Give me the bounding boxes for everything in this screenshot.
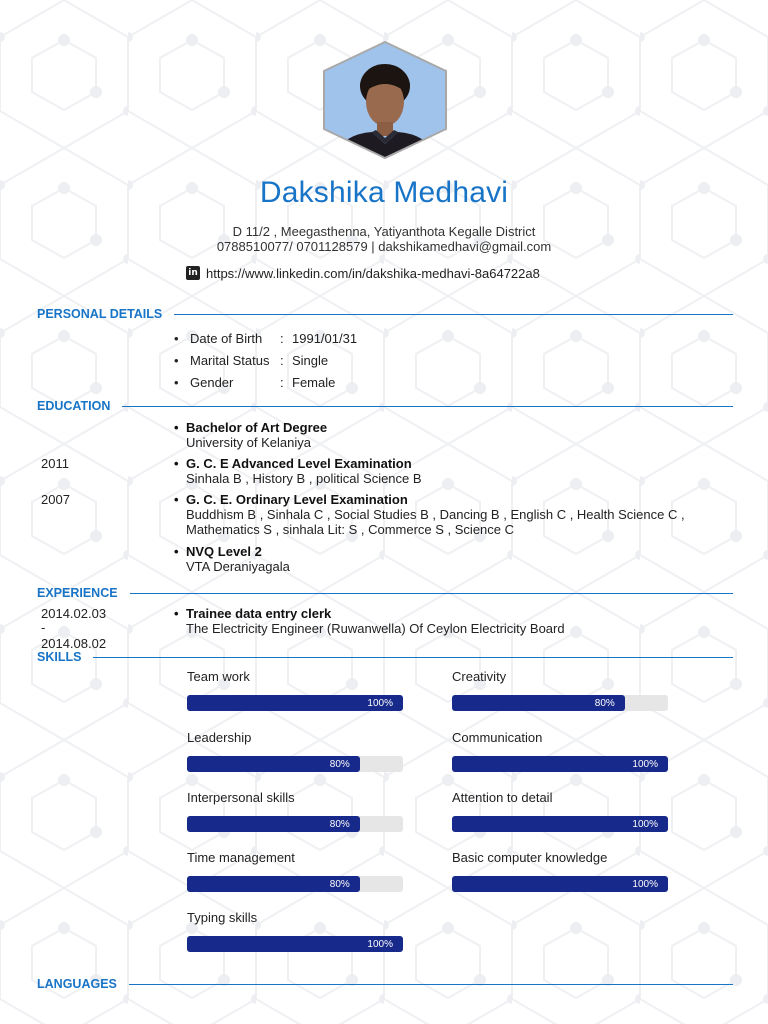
skill-basic-computer: Basic computer knowledge 100%	[452, 850, 670, 892]
skill-bar-track	[187, 816, 403, 832]
skill-bar-track	[187, 695, 403, 711]
education-heading	[37, 398, 733, 414]
linkedin-icon: in	[186, 266, 200, 280]
section-divider	[174, 314, 733, 315]
skill-bar-fill: 80%	[187, 816, 360, 832]
skill-attention-to-detail: Attention to detail 100%	[452, 790, 670, 832]
section-title: PERSONAL DETAILS	[37, 307, 163, 321]
experience-date-from: 2014.02.03	[41, 606, 107, 621]
skill-interpersonal: Interpersonal skills 80%	[187, 790, 405, 832]
section-title: LANGUAGES	[37, 977, 117, 991]
candidate-name: Dakshika Medhavi	[259, 176, 509, 209]
education-entry: • G. C. E Advanced Level Examination Sinhala B , History B , political Science B	[174, 456, 422, 486]
experience-date-to: 2014.08.02	[41, 636, 107, 651]
education-entry: • NVQ Level 2 VTA Deraniyagala	[174, 544, 290, 574]
profile-photo	[320, 40, 450, 160]
list-item: • Marital Status : Single	[174, 352, 329, 368]
experience-entry: • Trainee data entry clerk The Electricity Engineer (Ruwanwella) Of Ceylon Electricity Board	[174, 606, 565, 636]
experience-date-separator: -	[41, 620, 46, 635]
skill-bar-fill: 100%	[187, 695, 403, 711]
experience-heading	[37, 585, 733, 601]
skills-heading	[37, 649, 733, 665]
education-year: 2007	[41, 492, 70, 507]
section-title: EDUCATION	[37, 399, 111, 413]
list-item: • Gender : Female	[174, 374, 336, 390]
skill-bar-track	[452, 816, 668, 832]
skill-typing: Typing skills 100%	[187, 910, 405, 952]
skill-bar-fill: 80%	[187, 756, 360, 772]
address-text: D 11/2 , Meegasthenna, Yatiyanthota Kegalle District	[232, 224, 536, 239]
section-title: EXPERIENCE	[37, 586, 118, 600]
skill-bar-fill: 80%	[187, 876, 360, 892]
skill-bar-fill: 100%	[452, 816, 668, 832]
skill-creativity: Creativity 80%	[452, 669, 670, 711]
skill-bar-fill: 100%	[452, 876, 668, 892]
section-divider	[93, 657, 733, 658]
skill-bar-fill: 80%	[452, 695, 625, 711]
skill-team-work: Team work 100%	[187, 669, 405, 711]
skill-communication: Communication 100%	[452, 730, 670, 772]
list-item: • Date of Birth : 1991/01/31	[174, 330, 358, 346]
linkedin-url[interactable]: https://www.linkedin.com/in/dakshika-medhavi-8a64722a8	[206, 265, 540, 281]
personal-details-list	[174, 327, 357, 393]
section-divider	[129, 984, 733, 985]
skill-bar-fill: 100%	[452, 756, 668, 772]
education-entry: • G. C. E. Ordinary Level Examination Buddhism B , Sinhala C , Social Studies B , Dancing B , English C , Health Science C , Mathematics S , sinhala Lit: S , Commerce S , Science C	[174, 492, 685, 537]
phone-email-text: 0788510077/ 0701128579 | dakshikamedhavi@gmail.com	[216, 239, 552, 254]
skill-bar-track	[187, 936, 403, 952]
skill-bar-track	[187, 756, 403, 772]
education-year: 2011	[41, 456, 69, 471]
section-divider	[122, 406, 733, 407]
skill-bar-track	[452, 876, 668, 892]
languages-heading	[37, 976, 733, 992]
section-title: SKILLS	[37, 650, 82, 664]
education-entry: • Bachelor of Art Degree University of Kelaniya	[174, 420, 328, 450]
skill-bar-track	[452, 756, 668, 772]
section-divider	[130, 593, 733, 594]
skill-bar-track	[452, 695, 668, 711]
skill-bar-fill: 100%	[187, 936, 403, 952]
linkedin-row[interactable]	[186, 265, 540, 281]
skill-bar-track	[187, 876, 403, 892]
skill-time-management: Time management 80%	[187, 850, 405, 892]
skill-leadership: Leadership 80%	[187, 730, 405, 772]
personal-details-heading	[37, 306, 733, 322]
